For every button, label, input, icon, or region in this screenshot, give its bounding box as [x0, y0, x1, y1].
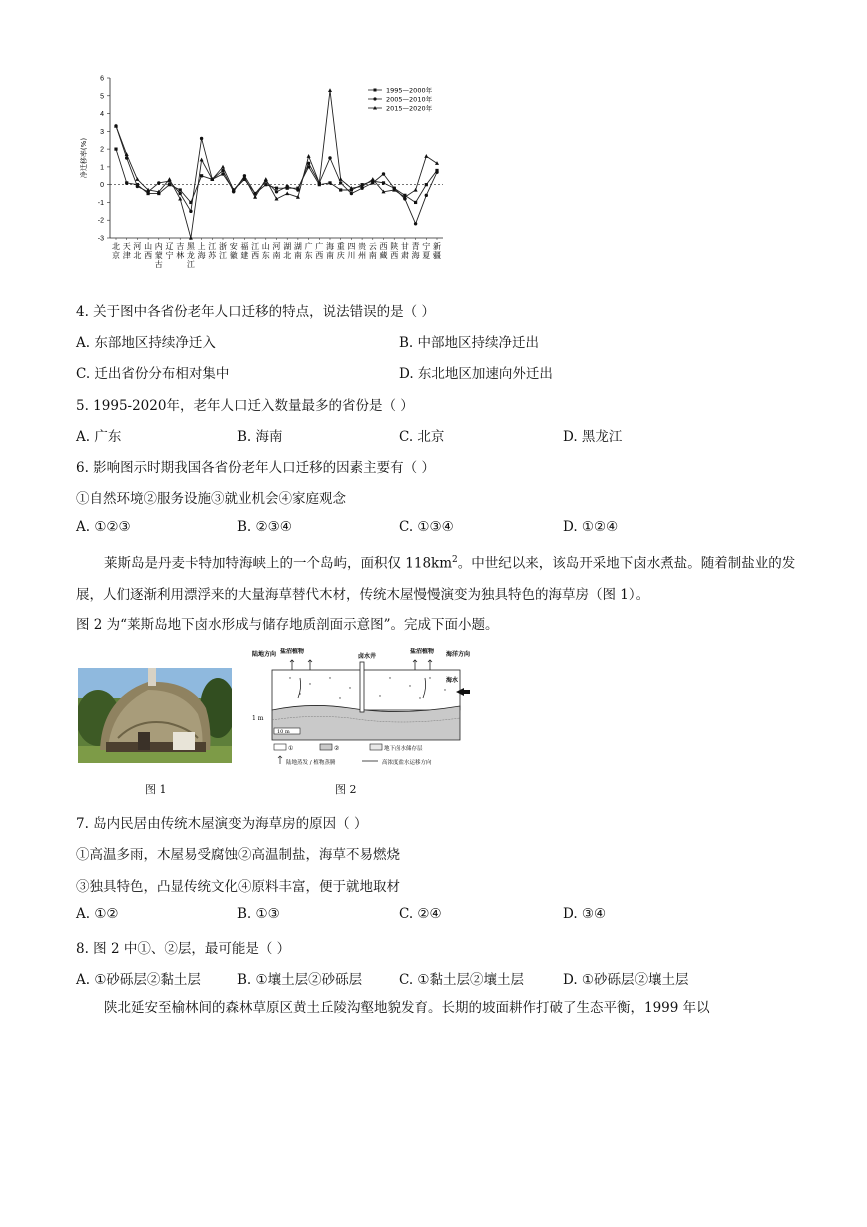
x-tick-label: 西藏 — [379, 242, 388, 260]
point-square — [339, 188, 342, 191]
chart-legend — [368, 86, 433, 113]
point-square — [382, 181, 385, 184]
q4-option-c: C. 迁出省份分布相对集中 — [76, 366, 230, 382]
point-circle — [382, 172, 385, 175]
point-triangle — [264, 177, 268, 181]
x-tick-label: 四川 — [347, 242, 356, 260]
x-tick-label: 上海 — [197, 242, 206, 260]
x-tick-label: 黑龙江 — [186, 242, 195, 269]
q4-option-b: B. 中部地区持续净迁出 — [399, 335, 540, 351]
x-tick-label: 陕西 — [390, 242, 399, 260]
q4-option-a: A. 东部地区持续净迁入 — [76, 335, 216, 351]
passage-line2: 着制盐业的发展，人们逐渐利用漂浮来的大量海草替代木材，传统木屋慢慢演变为独具特色的海草房（图 1）。 — [76, 555, 796, 603]
point-square — [168, 183, 171, 186]
legend-evaporation: 陆地蒸发 / 植物蒸腾 — [286, 760, 336, 766]
y-tick-label: 1 — [100, 164, 104, 172]
y-tick-label: 0 — [100, 182, 104, 190]
y-tick-label: 5 — [100, 93, 104, 101]
x-tick-label: 广东 — [304, 242, 313, 260]
x-tick-label: 云南 — [368, 242, 377, 260]
legend-label: 2015—2020年 — [386, 104, 433, 113]
point-triangle — [168, 177, 172, 181]
seaweed-house-photo — [78, 668, 232, 763]
point-circle — [157, 181, 160, 184]
x-tick-label: 宁夏 — [422, 242, 431, 260]
q7-option-d: D. ③④ — [563, 906, 607, 922]
x-tick-label: 广西 — [315, 242, 324, 260]
legend-marker — [374, 89, 377, 92]
point-square — [179, 188, 182, 191]
x-tick-label: 浙江 — [219, 242, 227, 260]
point-circle — [179, 192, 182, 195]
legend-label: 1995—2000年 — [386, 86, 433, 95]
legend-layer1: ① — [288, 745, 294, 752]
passage-loess: 陕北延安至榆林间的森林草原区黄土丘陵沟壑地貌发育。长期的坡面耕作打破了生态平衡，1999 年以 — [104, 1000, 710, 1016]
sea-direction-label: 海洋方向 — [446, 651, 470, 658]
x-tick-label: 福建 — [240, 242, 249, 260]
point-square — [275, 187, 278, 190]
y-axis-label: 净迁移率(%) — [80, 137, 88, 179]
point-square — [114, 148, 117, 151]
salt-plant-right-label: 盐沼植物 — [410, 648, 435, 655]
point-circle — [189, 210, 192, 213]
point-triangle — [200, 158, 204, 162]
point-circle — [414, 222, 417, 225]
q8-option-b: B. ①壤土层②砂砾层 — [237, 972, 363, 988]
point-triangle — [414, 188, 418, 192]
passage-laeso — [76, 545, 796, 611]
q5-option-c: C. 北京 — [399, 429, 445, 445]
point-circle — [425, 194, 428, 197]
q5-stem: 5. 1995-2020年，老年人口迁入数量最多的省份是（ ） — [76, 398, 414, 414]
passage-line3: 图 2 为“莱斯岛地下卤水形成与储存地质剖面示意图”。完成下面小题。 — [76, 617, 499, 633]
point-circle — [136, 185, 139, 188]
x-tick-label: 山西 — [144, 242, 153, 260]
point-circle — [328, 156, 331, 159]
x-tick-label: 贵州 — [358, 242, 367, 260]
point-triangle — [221, 165, 225, 169]
q4-stem: 4. 关于图中各省份老年人口迁移的特点，说法错误的是（ ） — [76, 304, 435, 320]
migration-line-chart — [78, 70, 458, 280]
legend-label: 2005—2010年 — [386, 95, 433, 104]
x-tick-label: 北京 — [112, 242, 120, 260]
passage-line1b: 。中世纪以来，该岛开采地下卤水煮盐。随 — [457, 555, 715, 572]
point-circle — [371, 181, 374, 184]
point-circle — [275, 190, 278, 193]
fig1-caption: 图 1 — [145, 783, 167, 796]
y-tick-label: 6 — [100, 75, 104, 83]
q5-option-d: D. 黑龙江 — [563, 429, 623, 445]
q5-option-b: B. 海南 — [237, 429, 283, 445]
legend-brine-layer: 地下卤水储存层 — [384, 746, 423, 752]
seawater-label: 海水 — [446, 677, 459, 684]
q8-stem: 8. 图 2 中①、②层，最可能是（ ） — [76, 941, 291, 957]
y-tick-label: -3 — [97, 235, 104, 243]
x-tick-label: 河南 — [272, 242, 281, 260]
x-tick-label: 山东 — [261, 242, 270, 260]
point-triangle — [328, 88, 332, 92]
y-tick-label: -1 — [97, 199, 104, 207]
q7-option-b: B. ①③ — [237, 906, 280, 922]
x-tick-label: 海南 — [326, 242, 334, 260]
x-tick-label: 辽宁 — [165, 242, 174, 260]
series-line-2 — [116, 126, 437, 224]
x-tick-label: 甘肃 — [400, 242, 409, 260]
q7-option-a: A. ①② — [76, 906, 119, 922]
x-tick-label: 内蒙古 — [154, 242, 163, 269]
point-square — [200, 174, 203, 177]
point-triangle — [424, 154, 428, 158]
q6-items: ①自然环境②服务设施③就业机会④家庭观念 — [76, 491, 346, 507]
q6-stem: 6. 影响图示时期我国各省份老年人口迁移的因素主要有（ ） — [76, 460, 435, 476]
point-triangle — [307, 154, 311, 158]
x-tick-label: 湖北 — [283, 242, 292, 260]
x-tick-label: 江苏 — [208, 242, 217, 260]
point-square — [414, 201, 417, 204]
point-circle — [286, 185, 289, 188]
q7-option-c: C. ②④ — [399, 906, 442, 922]
y-tick-label: 3 — [100, 128, 104, 136]
x-tick-label: 青海 — [411, 242, 420, 260]
brine-profile-diagram — [250, 648, 470, 773]
legend-layer2: ② — [334, 745, 340, 752]
x-tick-label: 湖南 — [293, 242, 302, 260]
q5-option-a: A. 广东 — [76, 429, 122, 445]
point-circle — [435, 171, 438, 174]
y-tick-label: 4 — [100, 111, 104, 119]
point-square — [264, 183, 267, 186]
q8-option-a: A. ①砂砾层②黏土层 — [76, 972, 201, 988]
q7-items1: ①高温多雨，木屋易受腐蚀②高温制盐，海草不易燃烧 — [76, 847, 400, 863]
brine-well-label: 卤水井 — [358, 653, 377, 660]
q6-option-a: A. ①②③ — [76, 519, 131, 535]
q6-option-c: C. ①③④ — [399, 519, 454, 535]
point-square — [425, 183, 428, 186]
point-circle — [350, 192, 353, 195]
point-square — [125, 181, 128, 184]
series-line-3 — [116, 90, 437, 238]
x-tick-label: 安徽 — [229, 242, 238, 260]
legend-brine-flow: 高浓度盐水运移方向 — [382, 760, 432, 766]
legend-marker — [373, 97, 376, 100]
series-line-1 — [116, 149, 437, 202]
q6-option-d: D. ①②④ — [563, 519, 619, 535]
x-tick-label: 新疆 — [433, 242, 441, 260]
q8-option-d: D. ①砂砾层②壤土层 — [563, 972, 689, 988]
point-square — [328, 181, 331, 184]
x-tick-label: 天津 — [122, 242, 131, 260]
point-circle — [339, 181, 342, 184]
q6-option-b: B. ②③④ — [237, 519, 292, 535]
q7-items2: ③独具特色，凸显传统文化④原料丰富，便于就地取材 — [76, 879, 400, 895]
passage-sup: 2 — [452, 555, 458, 565]
passage-line1: 莱斯岛是丹麦卡特加特海峡上的一个岛屿，面积仅 118km — [104, 555, 453, 572]
salt-plant-left-label: 盐沼植物 — [280, 648, 305, 655]
q4-option-d: D. 东北地区加速向外迁出 — [399, 366, 553, 382]
point-triangle — [135, 177, 139, 181]
point-triangle — [435, 161, 439, 165]
scale-horizontal: 10 m — [277, 729, 290, 735]
y-tick-label: -2 — [97, 217, 104, 225]
x-tick-label: 重庆 — [336, 242, 345, 260]
point-triangle — [371, 177, 375, 181]
x-tick-label: 江西 — [251, 242, 260, 260]
fig2-caption: 图 2 — [335, 783, 357, 796]
y-tick-label: 2 — [100, 146, 104, 154]
q8-option-c: C. ①黏土层②壤土层 — [399, 972, 525, 988]
land-direction-label: 陆地方向 — [252, 651, 277, 658]
scale-vertical: 1 m — [252, 715, 264, 722]
q7-stem: 7. 岛内民居由传统木屋演变为海草房的原因（ ） — [76, 816, 368, 832]
x-tick-label: 吉林 — [176, 242, 185, 260]
point-triangle — [285, 191, 289, 195]
point-circle — [200, 137, 203, 140]
x-tick-label: 河北 — [133, 242, 142, 260]
